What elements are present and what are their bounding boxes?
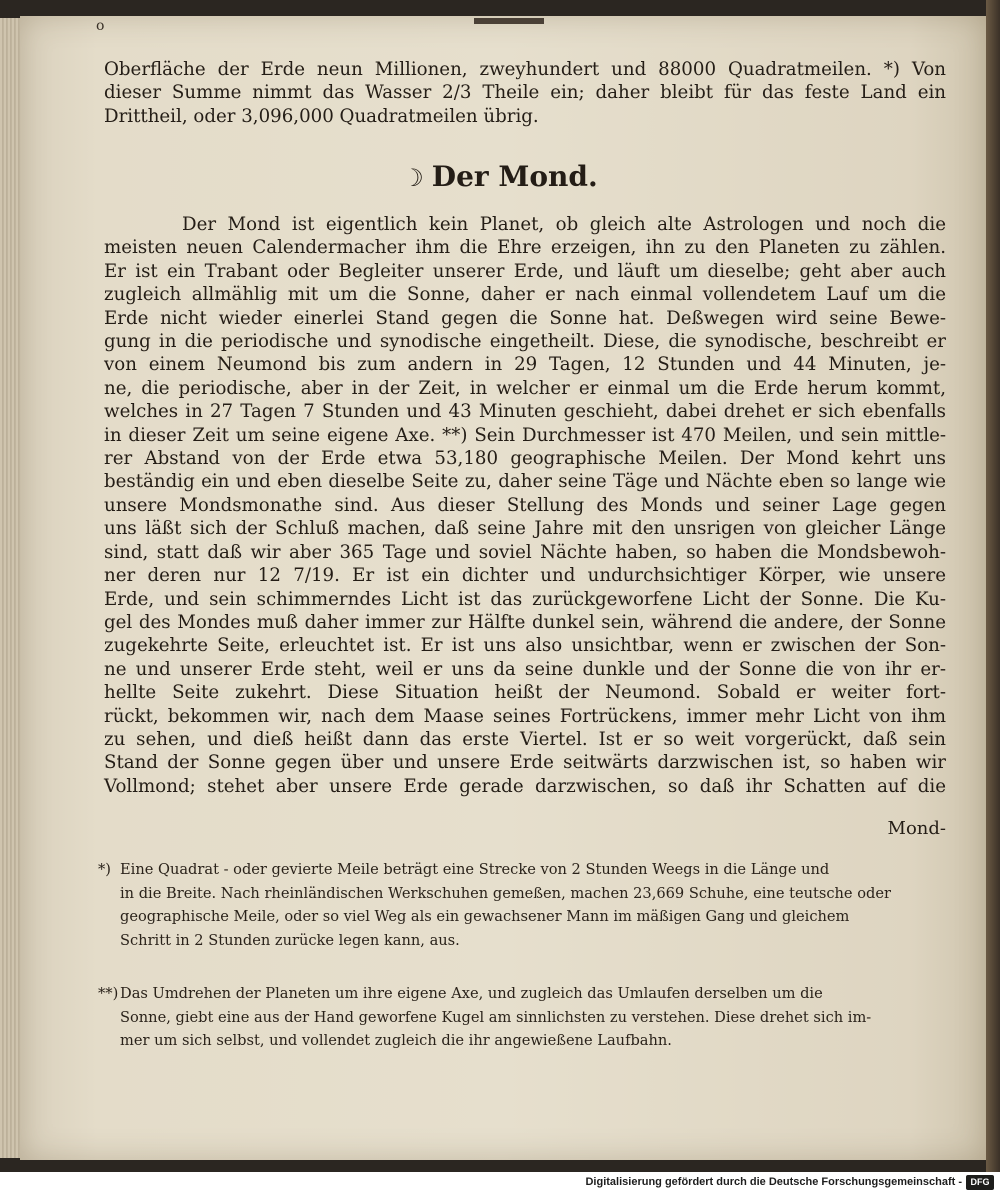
footnote-line: Sonne, giebt eine aus der Hand geworfene Kugel am sinnlichsten zu verstehen. Diese drehet sich im- — [120, 1008, 872, 1026]
intro-paragraph — [104, 58, 946, 128]
text-line: zugekehrte Seite, erleuchtet ist. Er ist uns also unsichtbar, wenn er zwischen der Son- — [104, 635, 946, 657]
text-line: rückt, bekommen wir, nach dem Maase seines Fortrückens, immer mehr Licht von ihm — [104, 705, 946, 727]
text-line: in dieser Zeit um seine eigene Axe. **) Sein Durchmesser ist 470 Meilen, und sein mittle- — [104, 424, 946, 446]
text-line: zugleich allmählig mit um die Sonne, daher er nach einmal vollendetem Lauf um die — [104, 284, 946, 306]
catchword: Mond- — [887, 818, 946, 839]
text-line: beständig ein und eben dieselbe Seite zu, daher seine Täge und Nächte eben so lange wie — [104, 471, 946, 493]
footnote-line: mer um sich selbst, und vollendet zugleich die ihr angewießene Laufbahn. — [120, 1032, 672, 1049]
footnote-line: Das Umdrehen der Planeten um ihre eigene Axe, und zugleich das Umlaufen derselben um die — [120, 985, 823, 1002]
footnote-mark: **) — [98, 985, 119, 1002]
text-line: unsere Mondsmonathe sind. Aus dieser Stellung des Monds und seiner Lage gegen — [104, 494, 946, 516]
text-line: Er ist ein Trabant oder Begleiter unserer Erde, und läuft um dieselbe; geht aber auch — [104, 260, 946, 282]
footnote-1 — [98, 858, 946, 952]
text-line: Vollmond; stehet aber unsere Erde gerade darzwischen, so daß ihr Schatten auf die — [104, 775, 946, 797]
text-line: ner deren nur 12 7/19. Er ist ein dichter und undurchsichtiger Körper, wie unsere — [104, 565, 946, 587]
crescent-moon-icon: ☽ — [402, 164, 424, 192]
text-line: Drittheil, oder 3,096,000 Quadratmeilen übrig. — [104, 105, 539, 127]
footnote-2 — [98, 982, 946, 1053]
main-paragraph — [104, 213, 946, 798]
footnote-line: Eine Quadrat - oder gevierte Meile beträgt eine Strecke von 2 Stunden Weegs in die Länge und — [120, 861, 830, 878]
text-line: Erde, und sein schimmerndes Licht ist das zurückgeworfene Licht der Sonne. Die Ku- — [104, 588, 946, 610]
text-line: rer Abstand von der Erde etwa 53,180 geographische Meilen. Der Mond kehrt uns — [104, 448, 946, 470]
text-line: welches in 27 Tagen 7 Stunden und 43 Minuten geschieht, dabei drehet er sich ebenfalls — [104, 401, 946, 423]
text-line: sind, statt daß wir aber 365 Tage und soviel Nächte haben, so haben die Mondsbewoh- — [104, 541, 946, 563]
section-heading — [0, 160, 1000, 193]
text-line: Erde nicht wieder einerlei Stand gegen die Sonne hat. Deßwegen wird seine Bewe- — [104, 307, 946, 329]
funding-credit: Digitalisierung gefördert durch die Deutsche Forschungsgemeinschaft - — [585, 1176, 962, 1188]
text-line: von einem Neumond bis zum andern in 29 Tagen, 12 Stunden und 44 Minuten, je- — [104, 354, 946, 376]
footnote-mark: *) — [98, 861, 111, 878]
footer-bar — [0, 1172, 1000, 1194]
corner-mark: o — [96, 18, 105, 34]
text-line: ne und unserer Erde steht, weil er uns da seine dunkle und der Sonne die von ihr er- — [104, 658, 946, 680]
footnote-line: in die Breite. Nach rheinländischen Werkschuhen gemeßen, machen 23,669 Schuhe, eine teutsche oder — [120, 884, 891, 902]
text-line: uns läßt sich der Schluß machen, daß seine Jahre mit den unsrigen von gleicher Länge — [104, 518, 946, 540]
footnote-line: Schritt in 2 Stunden zurücke legen kann, aus. — [120, 931, 460, 949]
text-line: Der Mond ist eigentlich kein Planet, ob gleich alte Astrologen und noch die — [182, 214, 946, 235]
text-line: Stand der Sonne gegen über und unsere Erde seitwärts darzwischen ist, so haben wir — [104, 752, 946, 774]
text-line: zu sehen, und dieß heißt dann das erste Viertel. Ist er so weit vorgerückt, daß sein — [104, 728, 946, 750]
text-line: Oberfläche der Erde neun Millionen, zweyhundert und 88000 Quadratmeilen. *) Von — [104, 59, 946, 80]
text-line: dieser Summe nimmt das Wasser 2/3 Theile ein; daher bleibt für das feste Land ein — [104, 82, 946, 104]
text-line: meisten neuen Calendermacher ihm die Ehre erzeigen, ihn zu den Planeten zu zählen. — [104, 237, 946, 259]
dfg-logo-icon: DFG — [966, 1175, 994, 1190]
footnote-line: geographische Meile, oder so viel Weg als ein gewachsener Mann im mäßigen Gang und gleichem — [120, 908, 850, 925]
text-line: hellte Seite zukehrt. Diese Situation heißt der Neumond. Sobald er weiter fort- — [104, 682, 946, 704]
text-line: gel des Mondes muß daher immer zur Hälfte dunkel sein, während die andere, der Sonne — [104, 611, 946, 633]
top-rule-mark — [474, 18, 544, 24]
heading-text: Der Mond. — [431, 160, 598, 193]
text-line: ne, die periodische, aber in der Zeit, in welcher er einmal um die Erde herum kommt, — [104, 377, 946, 399]
text-line: gung in die periodische und synodische eingetheilt. Diese, die synodische, beschreibt er — [104, 331, 946, 353]
